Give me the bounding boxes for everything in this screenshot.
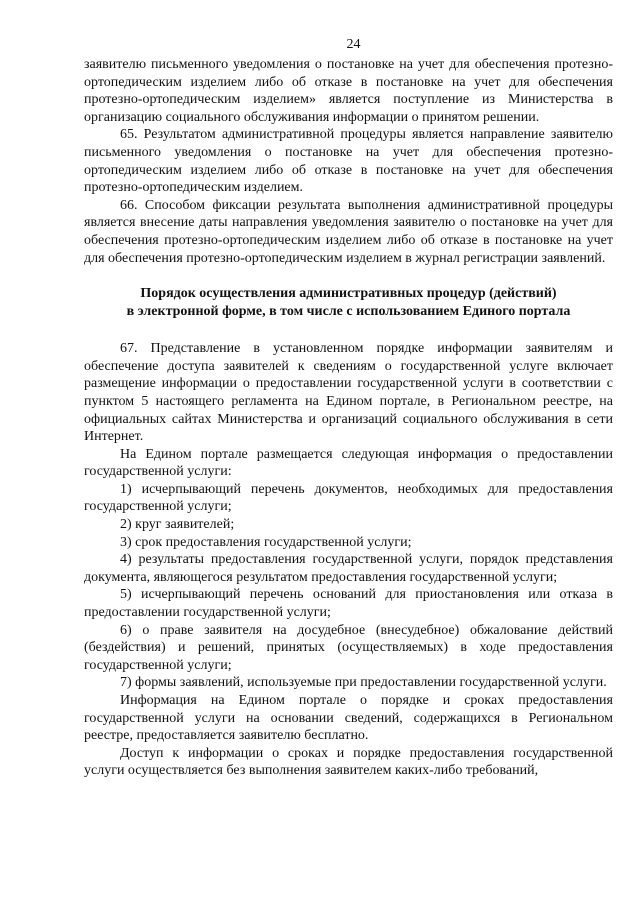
paragraph-65: 65. Результатом административной процедуры является направление заявителю письменного уведомления о постановке на учет для обеспечения протезно-ортопедическим изделием либо об отказе в постановке на учет для обеспечения протезно-ортопедическим изделием. [84, 127, 613, 196]
section-heading-line-1: Порядок осуществления административных процедур (действий) [140, 286, 557, 302]
paragraph-free-info: Информация на Едином портале о порядке и сроках предоставления государственной услуги на основании сведений, содержащихся в Региональном реестре, предоставляется заявителю бесплатно. [84, 693, 613, 744]
section-heading-line-2: в электронной форме, в том числе с использованием Единого портала [126, 304, 571, 320]
paragraph-67: 67. Представление в установленном порядке информации заявителям и обеспечение доступа заявителей к сведениям о государственной услуге включает размещение информации о предоставлении государственной услуги в соответствии с пунктом 5 настоящего регламента на Едином портале, в Региональном реестре, на официальных сайтах Министерства и организаций социального обслуживания в сети Интернет. [84, 341, 613, 445]
list-item-6: 6) о праве заявителя на досудебное (внесудебное) обжалование действий (бездействия) и решений, принятых (осуществляемых) в ходе предоставления государственной услуги; [84, 622, 613, 673]
list-item-1: 1) исчерпывающий перечень документов, необходимых для предоставления государственной услуги; [84, 481, 613, 515]
list-item-4: 4) результаты предоставления государственной услуги, порядок представления документа, являющегося результатом предоставления государственной услуги; [84, 552, 613, 585]
list-item-5: 5) исчерпывающий перечень оснований для приостановления или отказа в предоставлении государственной услуги; [84, 587, 613, 621]
section-heading [84, 285, 613, 321]
paragraph-66: 66. Способом фиксации результата выполнения административной процедуры является внесение даты направления уведомления заявителю о постановке на учет для обеспечения протезно-ортопедическим изделием либо об отказе в постановке на учет для обеспечения протезно-ортопедическим изделием в журнал регистрации заявлений. [84, 197, 613, 266]
list-item-2: 2) круг заявителей; [120, 517, 235, 533]
paragraph-continuation: заявителю письменного уведомления о постановке на учет для обеспечения протезно-ортопедическим изделием либо об отказе в постановке на учет для обеспечения протезно-ортопедическим изделием» является поступление из Министерства в организацию социального обслуживания информации о принятом решении. [84, 57, 613, 125]
list-item-3: 3) срок предоставления государственной услуги; [120, 534, 412, 550]
page-number: 24 [346, 37, 361, 52]
paragraph-portal-info-intro: На Едином портале размещается следующая информация о предоставлении государственной услуги: [84, 446, 613, 480]
list-item-7: 7) формы заявлений, используемые при предоставлении государственной услуги. [120, 675, 607, 691]
paragraph-access-info: Доступ к информации о сроках и порядке предоставления государственной услуги осуществляется без выполнения заявителем каких-либо требований, [84, 745, 613, 779]
